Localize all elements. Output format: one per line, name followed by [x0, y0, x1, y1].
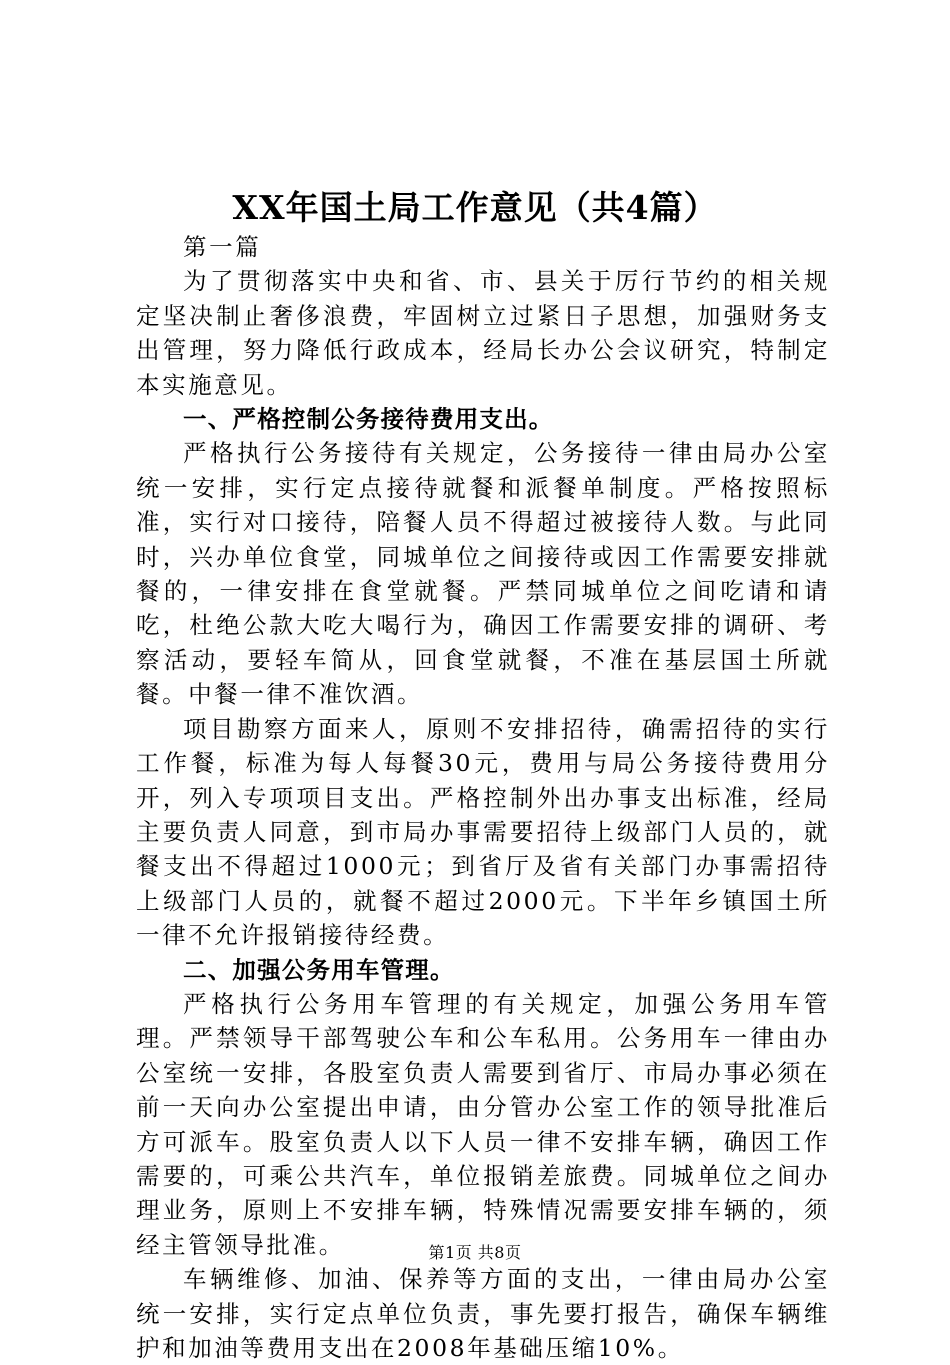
section-heading: 一、严格控制公务接待费用支出。: [183, 405, 554, 434]
document-body: [136, 230, 830, 1365]
body-paragraph: 严格执行公务用车管理的有关规定，加强公务用车管理。严禁领导干部驾驶公车和公车私用。公务用车一律由办公室统一安排，各股室负责人需要到省厅、市局办事必须在前一天向办公室提出申请，由分管办公室工作的领导批准后方可派车。股室负责人以下人员一律不安排车辆，确因工作需要的，可乘公共汽车，单位报销差旅费。同城单位之间办理业务，原则上不安排车辆，特殊情况需要安排车辆的，须经主管领导批准。: [136, 989, 830, 1259]
document-title: XX年国土局工作意见（共4篇）: [232, 188, 718, 227]
intro-paragraph: 为了贯彻落实中央和省、市、县关于厉行节约的相关规定坚决制止奢侈浪费，牢固树立过紧日子思想，加强财务支出管理，努力降低行政成本，经局长办公会议研究，特制定本实施意见。: [136, 267, 830, 399]
section-label: 第一篇: [183, 233, 262, 261]
body-paragraph: 车辆维修、加油、保养等方面的支出，一律由局办公室统一安排，实行定点单位负责，事先要打报告，确保车辆维护和加油等费用支出在2008年基础压缩10%。: [136, 1265, 830, 1362]
page-footer: 第1页 共8页: [428, 1243, 522, 1262]
body-paragraph: 严格执行公务接待有关规定，公务接待一律由局办公室统一安排，实行定点接待就餐和派餐单制度。严格按照标准，实行对口接待，陪餐人员不得超过被接待人数。与此同时，兴办单位食堂，同城单位之间接待或因工作需要安排就餐的，一律安排在食堂就餐。严禁同城单位之间吃请和请吃，杜绝公款大吃大喝行为，确因工作需要安排的调研、考察活动，要轻车简从，回食堂就餐，不准在基层国土所就餐。中餐一律不准饮酒。: [136, 439, 830, 709]
body-paragraph: 项目勘察方面来人，原则不安排招待，确需招待的实行工作餐，标准为每人每餐30元，费用与局公务接待费用分开，列入专项项目支出。严格控制外出办事支出标准，经局主要负责人同意，到市局办事需要招待上级部门人员的，就餐支出不得超过1000元；到省厅及省有关部门办事需招待上级部门人员的，就餐不超过2000元。下半年乡镇国土所一律不允许报销接待经费。: [136, 714, 830, 950]
section-heading: 二、加强公务用车管理。: [183, 955, 455, 984]
